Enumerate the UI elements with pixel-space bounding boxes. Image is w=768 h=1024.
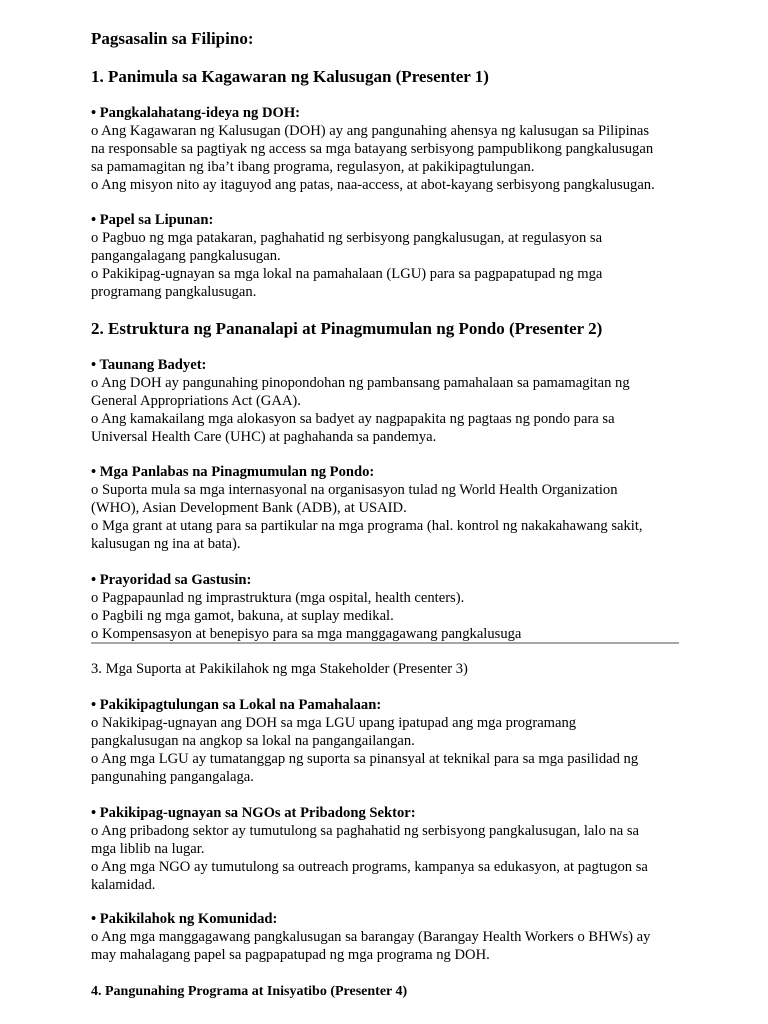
- subsection-doh-overview: [91, 104, 691, 194]
- paragraph-line: o Pagpapaunlad ng imprastruktura (mga ospital, health centers).: [91, 590, 465, 606]
- subsection-heading: • Pakikilahok ng Komunidad:: [91, 911, 278, 927]
- paragraph-line: o Suporta mula sa mga internasyonal na organisasyon tulad ng World Health Organization: [91, 482, 618, 498]
- paragraph-line: may mahalagang papel sa pagpapatupad ng mga programa ng DOH.: [91, 947, 490, 963]
- paragraph-line: (WHO), Asian Development Bank (ADB), at USAID.: [91, 500, 407, 516]
- subsection-spending-priorities: [91, 571, 691, 643]
- subsection-annual-budget: [91, 356, 691, 446]
- page-divider: [91, 642, 679, 644]
- paragraph-line: o Mga grant at utang para sa partikular na mga programa (hal. kontrol ng nakakahawang sakit,: [91, 518, 643, 534]
- subsection-lgu-cooperation: [91, 696, 691, 786]
- paragraph-line: o Ang DOH ay pangunahing pinopondohan ng pambansang pamahalaan sa pamamagitan ng: [91, 375, 630, 391]
- paragraph-line: sa pamamagitan ng iba’t ibang programa, regulasyon, at pakikipagtulungan.: [91, 159, 535, 175]
- paragraph-line: o Pagbili ng mga gamot, bakuna, at suplay medikal.: [91, 608, 394, 624]
- subsection-ngo-private-sector: [91, 804, 691, 894]
- section-4-heading: 4. Pangunahing Programa at Inisyatibo (Presenter 4): [91, 984, 408, 999]
- subsection-heading: • Pangkalahatang-ideya ng DOH:: [91, 105, 301, 121]
- document-title: Pagsasalin sa Filipino:: [91, 29, 254, 48]
- paragraph-line: pangkalusugan na angkop sa lokal na pangangailangan.: [91, 733, 415, 749]
- paragraph-line: kalusugan ng ina at bata).: [91, 536, 241, 552]
- section-2-heading: 2. Estruktura ng Pananalapi at Pinagmumulan ng Pondo (Presenter 2): [91, 319, 603, 338]
- paragraph-line: kalamidad.: [91, 877, 156, 893]
- paragraph-line: o Ang mga LGU ay tumatanggap ng suporta sa pinansyal at teknikal para sa mga pasilidad ng: [91, 751, 639, 767]
- paragraph-line: o Ang mga NGO ay tumutulong sa outreach programs, kampanya sa edukasyon, at pagtugon sa: [91, 859, 648, 875]
- paragraph-line: mga liblib na lugar.: [91, 841, 205, 857]
- subsection-heading: • Prayoridad sa Gastusin:: [91, 572, 252, 588]
- paragraph-line: na responsable sa pagtiyak ng access sa mga batayang serbisyong pampublikong pangkalusugan: [91, 141, 654, 157]
- paragraph-line: pangangalagang pangkalusugan.: [91, 248, 281, 264]
- subsection-heading: • Papel sa Lipunan:: [91, 212, 214, 228]
- subsection-heading: • Mga Panlabas na Pinagmumulan ng Pondo:: [91, 464, 375, 480]
- paragraph-line: programang pangkalusugan.: [91, 284, 257, 300]
- section-3-heading: 3. Mga Suporta at Pakikilahok ng mga Stakeholder (Presenter 3): [91, 661, 468, 677]
- paragraph-line: o Ang pribadong sektor ay tumutulong sa paghahatid ng serbisyong pangkalusugan, lalo na sa: [91, 823, 639, 839]
- paragraph-line: pangunahing pangangalaga.: [91, 769, 254, 785]
- paragraph-line: Universal Health Care (UHC) at paghahanda sa pandemya.: [91, 429, 437, 445]
- subsection-heading: • Pakikipag-ugnayan sa NGOs at Pribadong Sektor:: [91, 805, 416, 821]
- paragraph-line: o Ang mga manggagawang pangkalusugan sa barangay (Barangay Health Workers o BHWs) ay: [91, 929, 651, 945]
- paragraph-line: o Pagbuo ng mga patakaran, paghahatid ng serbisyong pangkalusugan, at regulasyon sa: [91, 230, 603, 246]
- subsection-community-participation: [91, 910, 691, 964]
- subsection-heading: • Pakikipagtulungan sa Lokal na Pamahalaan:: [91, 697, 382, 713]
- paragraph-line: o Ang misyon nito ay itaguyod ang patas, naa-access, at abot-kayang serbisyong pangkalusugan.: [91, 177, 655, 193]
- subsection-role-in-society: [91, 211, 691, 301]
- paragraph-line: o Kompensasyon at benepisyo para sa mga manggagawang pangkalusuga: [91, 626, 522, 642]
- paragraph-line: o Pakikipag-ugnayan sa mga lokal na pamahalaan (LGU) para sa pagpapatupad ng mga: [91, 266, 603, 282]
- paragraph-line: General Appropriations Act (GAA).: [91, 393, 301, 409]
- paragraph-line: o Nakikipag-ugnayan ang DOH sa mga LGU upang ipatupad ang mga programang: [91, 715, 577, 731]
- paragraph-line: o Ang kamakailang mga alokasyon sa badyet ay nagpapakita ng pagtaas ng pondo para sa: [91, 411, 615, 427]
- section-1-heading: 1. Panimula sa Kagawaran ng Kalusugan (Presenter 1): [91, 67, 489, 86]
- paragraph-line: o Ang Kagawaran ng Kalusugan (DOH) ay ang pangunahing ahensya ng kalusugan sa Pilipinas: [91, 123, 650, 139]
- subsection-heading: • Taunang Badyet:: [91, 357, 207, 373]
- subsection-external-funding: [91, 463, 691, 553]
